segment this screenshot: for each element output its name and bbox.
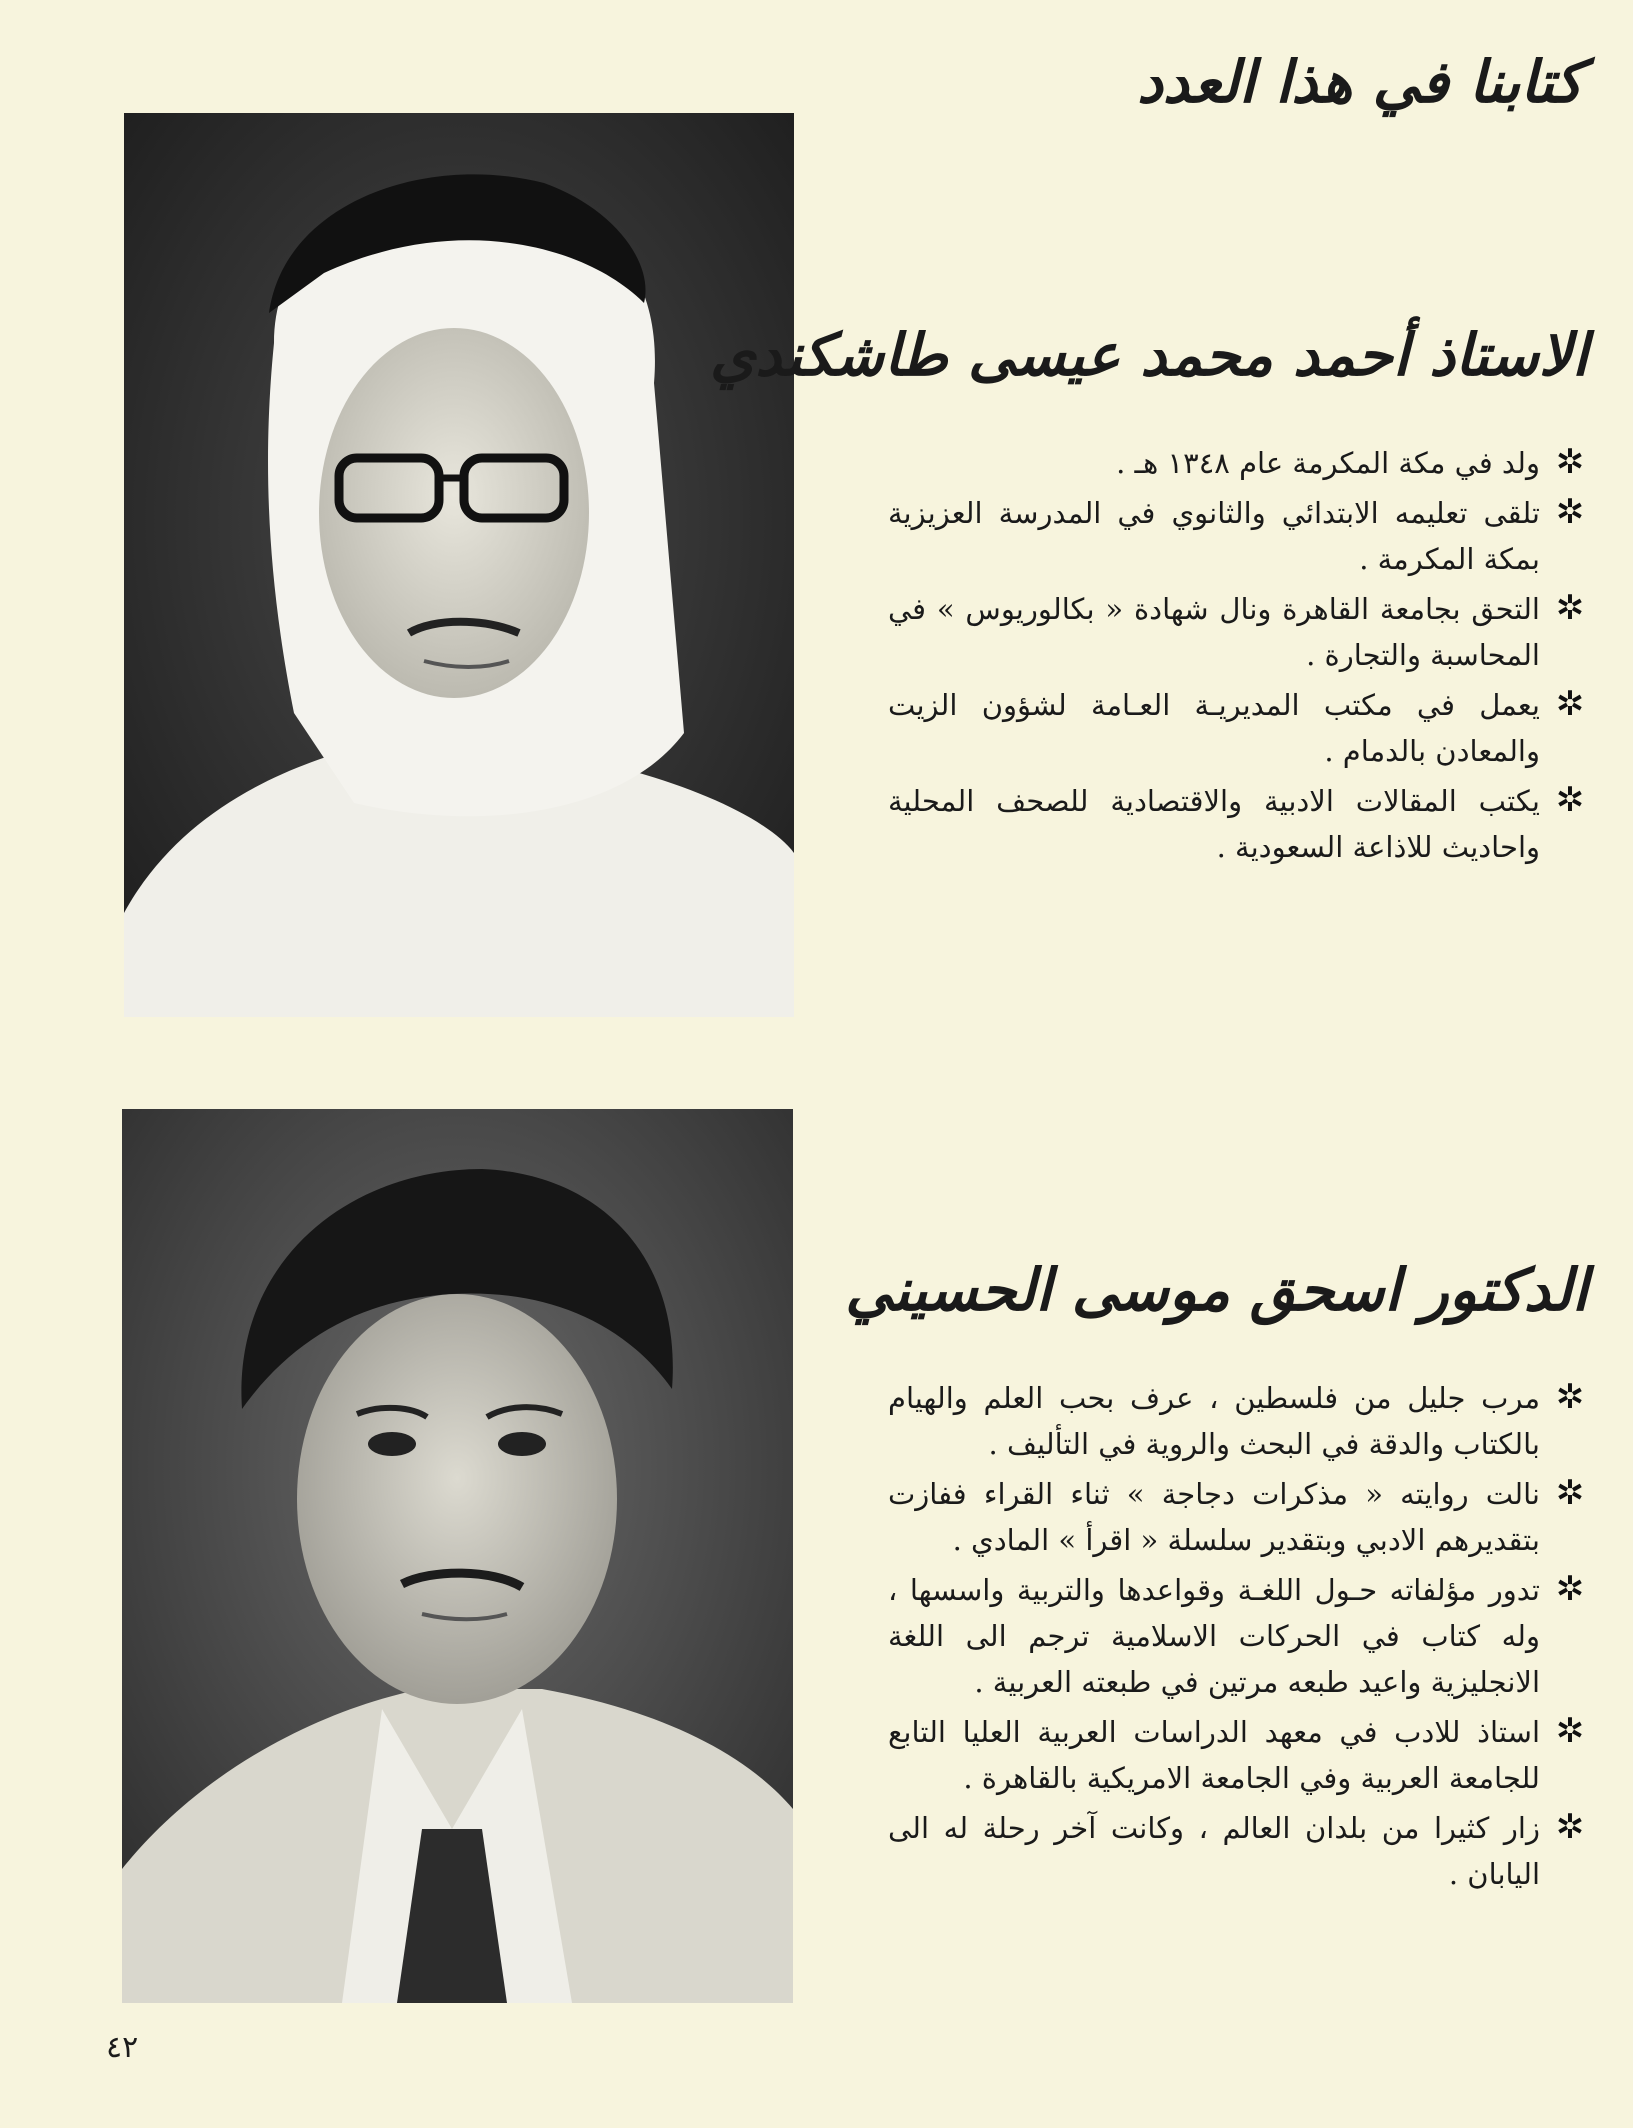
fact-text: استاذ للادب في معهد الدراسات العربية العليا التابع للجامعة العربية وفي الجامعة الامريكية بالقاهرة .: [888, 1715, 1540, 1795]
list-item: [888, 586, 1588, 678]
portrait-photo-2: [122, 1109, 793, 2003]
star-bullet-icon: ✲: [1555, 1711, 1585, 1751]
facts-list: [888, 1375, 1588, 1897]
list-item: [888, 1709, 1588, 1801]
portrait-photo-1: [124, 113, 794, 1017]
star-bullet-icon: ✲: [1555, 492, 1585, 532]
fact-text: يكتب المقالات الادبية والاقتصادية للصحف المحلية واحاديث للاذاعة السعودية .: [888, 784, 1540, 864]
fact-text: مرب جليل من فلسطين ، عرف بحب العلم والهيام بالكتاب والدقة في البحث والروية في التأليف .: [888, 1381, 1540, 1461]
list-item: [888, 1805, 1588, 1897]
list-item: [888, 1471, 1588, 1563]
page-number: ٤٢: [106, 2030, 139, 2065]
list-item: [888, 778, 1588, 870]
fact-text: تدور مؤلفاته حـول اللغـة وقواعدها والتربية واسسها ، وله كتاب في الحركات الاسلامية ترجم الى اللغة الانجليزية واعيد طبعه مرتين في طبعته العربية .: [888, 1573, 1540, 1699]
star-bullet-icon: ✲: [1555, 684, 1585, 724]
fact-text: نالت روايته « مذكرات دجاجة » ثناء القراء ففازت بتقديرهم الادبي وبتقدير سلسلة « اقرأ » المادي .: [888, 1477, 1540, 1557]
fact-text: ولد في مكة المكرمة عام ١٣٤٨ هـ .: [1116, 446, 1540, 480]
list-item: [888, 490, 1588, 582]
writer-name: الدكتور اسحق موسى الحسيني: [845, 1256, 1588, 1324]
fact-text: يعمل في مكتب المديريـة العـامة لشؤون الزيت والمعادن بالدمام .: [888, 688, 1540, 768]
star-bullet-icon: ✲: [1555, 1473, 1585, 1513]
star-bullet-icon: ✲: [1555, 442, 1585, 482]
fact-text: تلقى تعليمه الابتدائي والثانوي في المدرسة العزيزية بمكة المكرمة .: [888, 496, 1540, 576]
writer-name: الاستاذ أحمد محمد عيسى طاشكندي: [710, 321, 1588, 389]
list-item: [888, 682, 1588, 774]
writer-bio-1: [710, 300, 1588, 874]
star-bullet-icon: ✲: [1555, 1569, 1585, 1609]
fact-text: التحق بجامعة القاهرة ونال شهادة « بكالوريوس » في المحاسبة والتجارة .: [888, 592, 1540, 672]
star-bullet-icon: ✲: [1555, 1807, 1585, 1847]
list-item: [888, 1375, 1588, 1467]
fact-text: زار كثيرا من بلدان العالم ، وكانت آخر رحلة له الى اليابان .: [888, 1811, 1540, 1891]
facts-list: [888, 440, 1588, 870]
star-bullet-icon: ✲: [1555, 588, 1585, 628]
list-item: [888, 440, 1588, 486]
writer-bio-2: [845, 1235, 1588, 1901]
star-bullet-icon: ✲: [1555, 1377, 1585, 1417]
star-bullet-icon: ✲: [1555, 780, 1585, 820]
list-item: [888, 1567, 1588, 1705]
page-title: كتابنا في هذا العدد: [1137, 48, 1583, 116]
